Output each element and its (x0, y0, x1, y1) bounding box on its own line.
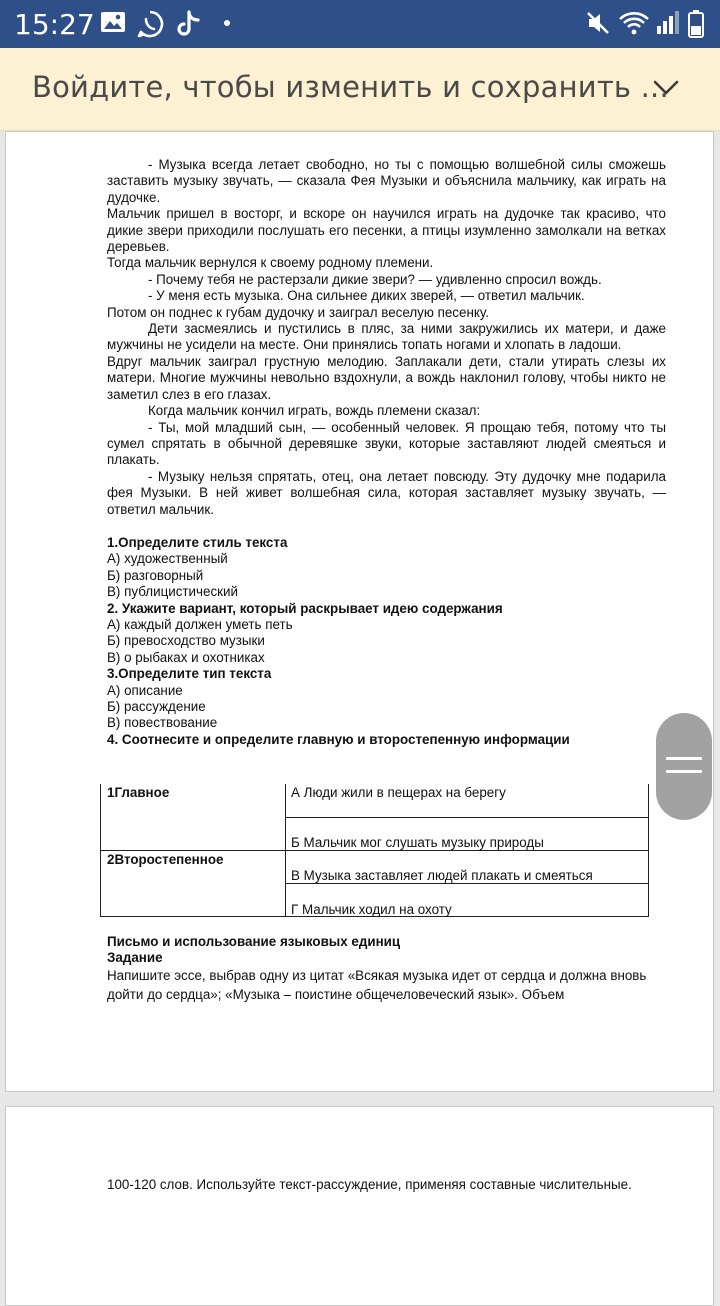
table-cell: А Люди жили в пещерах на берегу (291, 785, 506, 800)
table-cell: 1Главное (107, 785, 170, 800)
answer-option: Б) рассуждение (107, 699, 206, 714)
task-text-continued: 100-120 слов. Используйте текст-рассуждение, применяя составные числительные. (107, 1177, 632, 1192)
status-time: 15:27 (14, 8, 95, 41)
answer-option: А) художественный (107, 551, 228, 567)
document-page-2 (5, 1106, 714, 1306)
story-paragraph: Тогда мальчик вернулся к своему родному племени. (107, 255, 434, 271)
chevron-down-icon[interactable] (652, 78, 680, 98)
answer-option: Б) разговорный (107, 567, 204, 583)
question-title-rest: . Соотнесите и определите главную и второстепенную информации (114, 731, 570, 747)
battery-icon (688, 10, 704, 38)
answer-option: Б) превосходство музыки (107, 633, 265, 649)
tiktok-icon (176, 10, 202, 38)
dot-icon (224, 20, 230, 26)
table-cell: Б Мальчик мог слушать музыку природы (291, 835, 544, 850)
story-paragraph: Потом он поднес к губам дудочку и заиграл веселую песенку. (107, 304, 489, 320)
story-paragraph: Вдруг мальчик заиграл грустную мелодию. Заплакали дети, стали утирать слезы их матери. Многие мужчины невольно вздохнули, а вождь наклонил голову, чтобы никто не заметил слез в его глазах. (107, 353, 666, 402)
story-paragraph: - Музыка всегда летает свободно, но ты с помощью волшебной силы сможешь заставить музыку звучать, — сказала Фея Музыки и объяснила мальчику, как играть на дудочке. (107, 157, 666, 205)
story-paragraph: Дети засмеялись и пустились в пляс, за ними закружились их матери, и даже мужчины не усидели на месте. Они принялись топать ногами и хлопать в ладоши. (107, 321, 666, 353)
writing-section (107, 934, 666, 1004)
table-cell: 2Второстепенное (107, 852, 224, 867)
story-paragraph: Когда мальчик кончил играть, вождь племени сказал: (148, 403, 481, 419)
answer-option: В) публицистический (107, 584, 238, 600)
answer-option: В) о рыбаках и охотниках (107, 649, 265, 665)
story-paragraph: - Ты, мой младший сын, — особенный человек. Я прощаю тебя, потому что ты сумел спрятать в обычной деревяшке звуки, которые заставляют людей смеяться и плакать. (107, 419, 666, 468)
story-paragraph: Мальчик пришел в восторг, и вскоре он научился играть на дудочке так красиво, что дикие звери приходили послушать его песенки, а птицы изумленно замолкали на ветках деревьев. (107, 206, 666, 255)
section-title: Письмо и использование языковых единиц (107, 934, 401, 949)
mute-icon (585, 10, 611, 36)
document-text (107, 157, 666, 748)
table-cell: В Музыка заставляет людей плакать и смеяться (291, 868, 593, 883)
sign-in-banner[interactable] (0, 48, 720, 131)
banner-text[interactable]: Войдите, чтобы изменить и сохранить ... (32, 70, 669, 104)
story-paragraph: - Музыку нельзя спрятать, отец, она летает повсюду. Эту дудочку мне подарила фея Музыки. В ней живет волшебная сила, которая заставляет музыку звучать, — ответил мальчик. (107, 468, 666, 517)
question-title (107, 732, 666, 748)
signal-icon (654, 10, 680, 36)
table-cell: Г Мальчик ходил на охоту (291, 902, 452, 917)
question-number: 4 (107, 731, 115, 747)
status-bar (0, 0, 720, 48)
answer-option: А) каждый должен уметь петь (107, 616, 293, 632)
document-page-1 (5, 131, 714, 1092)
gallery-icon (100, 10, 126, 34)
question-title: 3.Определите тип текста (107, 666, 272, 682)
drag-handle-icon[interactable] (656, 713, 712, 820)
answer-option: А) описание (107, 682, 183, 698)
whatsapp-icon (136, 10, 164, 38)
wifi-icon (618, 10, 650, 36)
task-label: Задание (107, 950, 163, 965)
story-paragraph: - Почему тебя не растерзали дикие звери? — удивленно спросил вождь. (148, 271, 602, 287)
question-title: 1.Определите стиль текста (107, 534, 288, 550)
question-title: 2. Укажите вариант, который раскрывает идею содержания (107, 600, 503, 616)
answer-option: В) повествование (107, 715, 218, 731)
story-paragraph: - У меня есть музыка. Она сильнее диких зверей, — ответил мальчик. (148, 288, 585, 304)
matching-table (100, 784, 649, 917)
task-text: Напишите эссе, выбрав одну из цитат «Всякая музыка идет от сердца и должна вновь дойти до сердца»; «Музыка – поистине общечеловеческий язык». Объем (107, 968, 647, 1002)
